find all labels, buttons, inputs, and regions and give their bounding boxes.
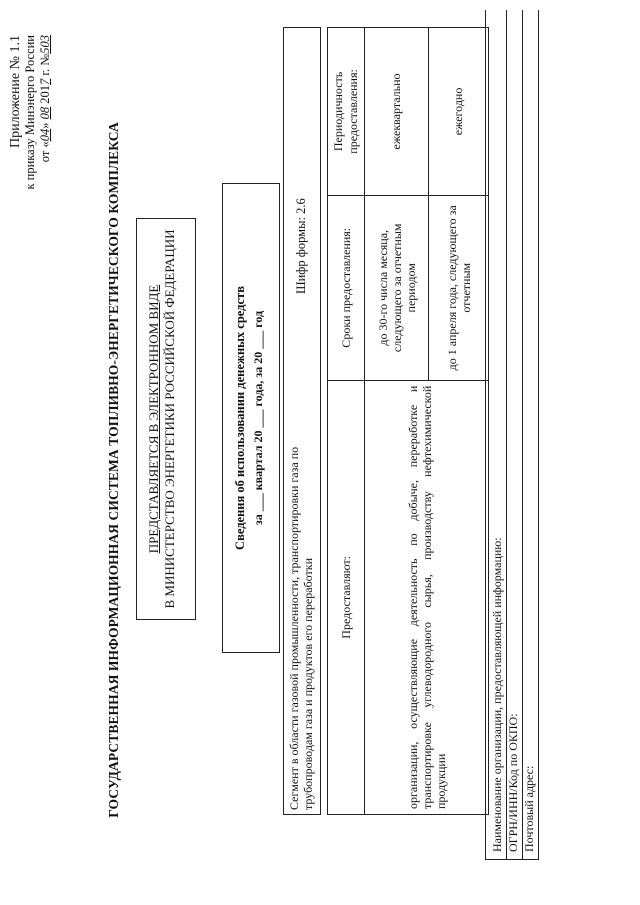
form-title: Сведения об использовании денежных средств — [233, 286, 247, 550]
ogrn-label: ОГРН/ИНН/Код по ОКПО: — [506, 713, 520, 852]
date-year-digit: 7 — [38, 78, 52, 86]
period-cell: ежеквартально — [365, 28, 429, 196]
appendix-order: к приказу Минэнерго России — [23, 35, 37, 190]
segment-text: Сегмент в области газовой промышленности, транспортировки газа по трубопроводам газа и продуктов его переработки — [287, 446, 315, 810]
table-row — [365, 28, 429, 815]
ogrn-field — [506, 10, 523, 860]
order-number-prefix: г. № — [38, 53, 52, 79]
org-name-field — [490, 10, 507, 860]
date-month: 08 — [38, 106, 52, 120]
submission-box — [136, 218, 196, 620]
who-cell: организации, осуществляющие деятельность по добыче, переработке и транспортировке углеводородного сырья, производству нефтехимической продукции — [365, 380, 489, 814]
order-number: 503 — [38, 35, 52, 54]
segment-row — [283, 27, 321, 815]
appendix-title: Приложение № 1.1 — [8, 35, 23, 148]
form-code: Шифр формы: 2.6 — [294, 198, 308, 294]
address-label: Почтовый адрес: — [522, 765, 536, 852]
appendix-block — [8, 35, 53, 275]
deadline-cell: до 30-го числа месяца, следующего за отчетным периодом — [365, 195, 429, 380]
org-name-label: Наименование организации, предоставляющей информацию: — [490, 537, 504, 852]
requirements-table — [327, 27, 489, 815]
table-header-row — [328, 28, 365, 815]
header-deadline: Сроки предоставления: — [328, 195, 365, 380]
date-day: 04 — [38, 128, 52, 142]
date-year-prefix: 201 — [38, 85, 52, 107]
form-title-box — [222, 183, 280, 653]
deadline-cell: до 1 апреля года, следующего за отчетным — [429, 195, 489, 380]
form-period: за ___ квартал 20 ___ года, за 20 ___ год — [251, 310, 265, 526]
header-who: Предоставляют: — [328, 380, 365, 814]
system-title: ГОСУДАРСТВЕННАЯ ИНФОРМАЦИОННАЯ СИСТЕМА ТОПЛИВНО-ЭНЕРГЕТИЧЕСКОГО КОМПЛЕКСА — [106, 122, 121, 818]
date-prefix: от « — [38, 141, 52, 163]
info-top-rule — [485, 10, 486, 860]
header-period: Периодичность предоставления: — [328, 28, 365, 196]
address-field — [522, 10, 539, 860]
date-sep: » — [38, 119, 52, 129]
submission-line2: В МИНИСТЕРСТВО ЭНЕРГЕТИКИ РОССИЙСКОЙ ФЕДЕРАЦИИ — [162, 229, 177, 609]
submission-line1: ПРЕДСТАВЛЯЕТСЯ В ЭЛЕКТРОННОМ ВИДЕ — [146, 284, 161, 554]
period-cell: ежегодно — [429, 28, 489, 196]
appendix-date — [38, 35, 53, 275]
